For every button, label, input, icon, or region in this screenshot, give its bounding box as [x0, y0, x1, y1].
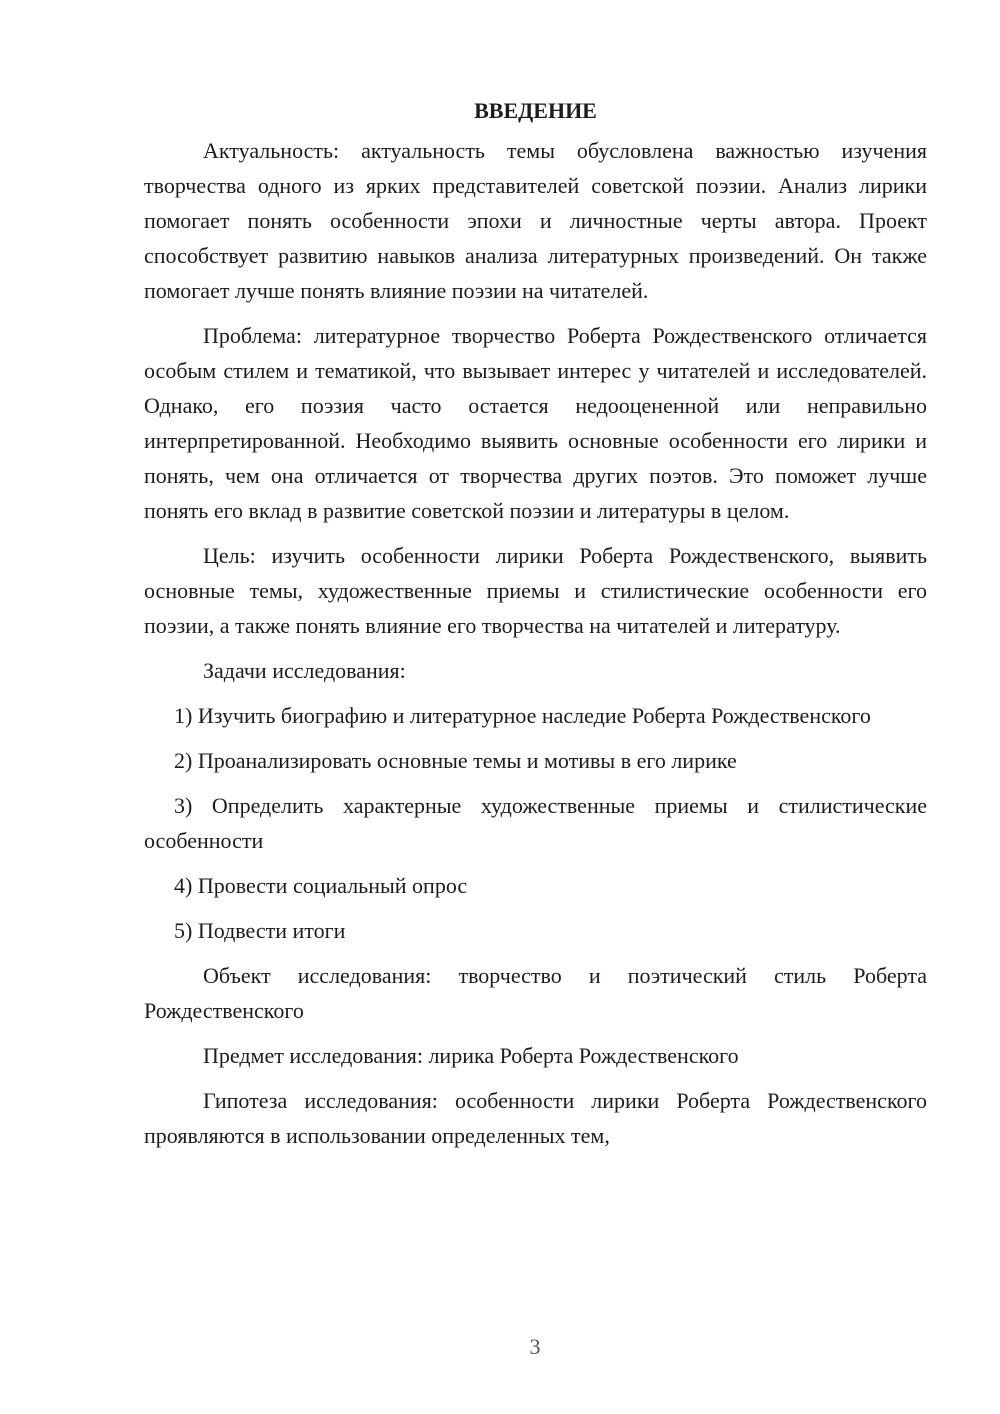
- problem-paragraph: Проблема: литературное творчество Роберта Рождественского отличается особым стилем и тематикой, что вызывает интерес у читателей и исследователей. Однако, его поэзия часто остается недооцененной или неправильно интерпретированной. Необходимо выявить основные особенности его лирики и понять, чем она отличается от творчества других поэтов. Это поможет лучше понять его вклад в развитие советской поэзии и литературы в целом.: [144, 323, 927, 523]
- relevance-paragraph: Актуальность: актуальность темы обусловлена важностью изучения творчества одного из ярких представителей советской поэзии. Анализ лирики помогает понять особенности эпохи и личностные черты автора. Проект способствует развитию навыков анализа литературных произведений. Он также помогает лучше понять влияние поэзии на читателей.: [144, 138, 927, 303]
- subject-paragraph: Предмет исследования: лирика Роберта Рождественского: [203, 1043, 739, 1068]
- task-item-3: 3) Определить характерные художественные приемы и стилистические особенности: [144, 793, 927, 853]
- object-paragraph: Объект исследования: творчество и поэтический стиль Роберта Рождественского: [144, 963, 927, 1023]
- page-number: 3: [529, 1334, 541, 1359]
- hypothesis-paragraph: Гипотеза исследования: особенности лирики Роберта Рождественского проявляются в использовании определенных тем,: [144, 1088, 927, 1148]
- page-body: [144, 96, 927, 1163]
- task-item-1: 1) Изучить биографию и литературное наследие Роберта Рождественского: [174, 703, 871, 728]
- tasks-heading: Задачи исследования:: [203, 658, 406, 683]
- section-heading: ВВЕДЕНИЕ: [474, 98, 597, 123]
- goal-paragraph: Цель: изучить особенности лирики Роберта Рождественского, выявить основные темы, художественные приемы и стилистические особенности его поэзии, а также понять влияние его творчества на читателей и литературу.: [144, 543, 927, 638]
- task-item-4: 4) Провести социальный опрос: [174, 873, 468, 898]
- task-item-5: 5) Подвести итоги: [174, 918, 346, 943]
- task-item-2: 2) Проанализировать основные темы и мотивы в его лирике: [174, 748, 737, 773]
